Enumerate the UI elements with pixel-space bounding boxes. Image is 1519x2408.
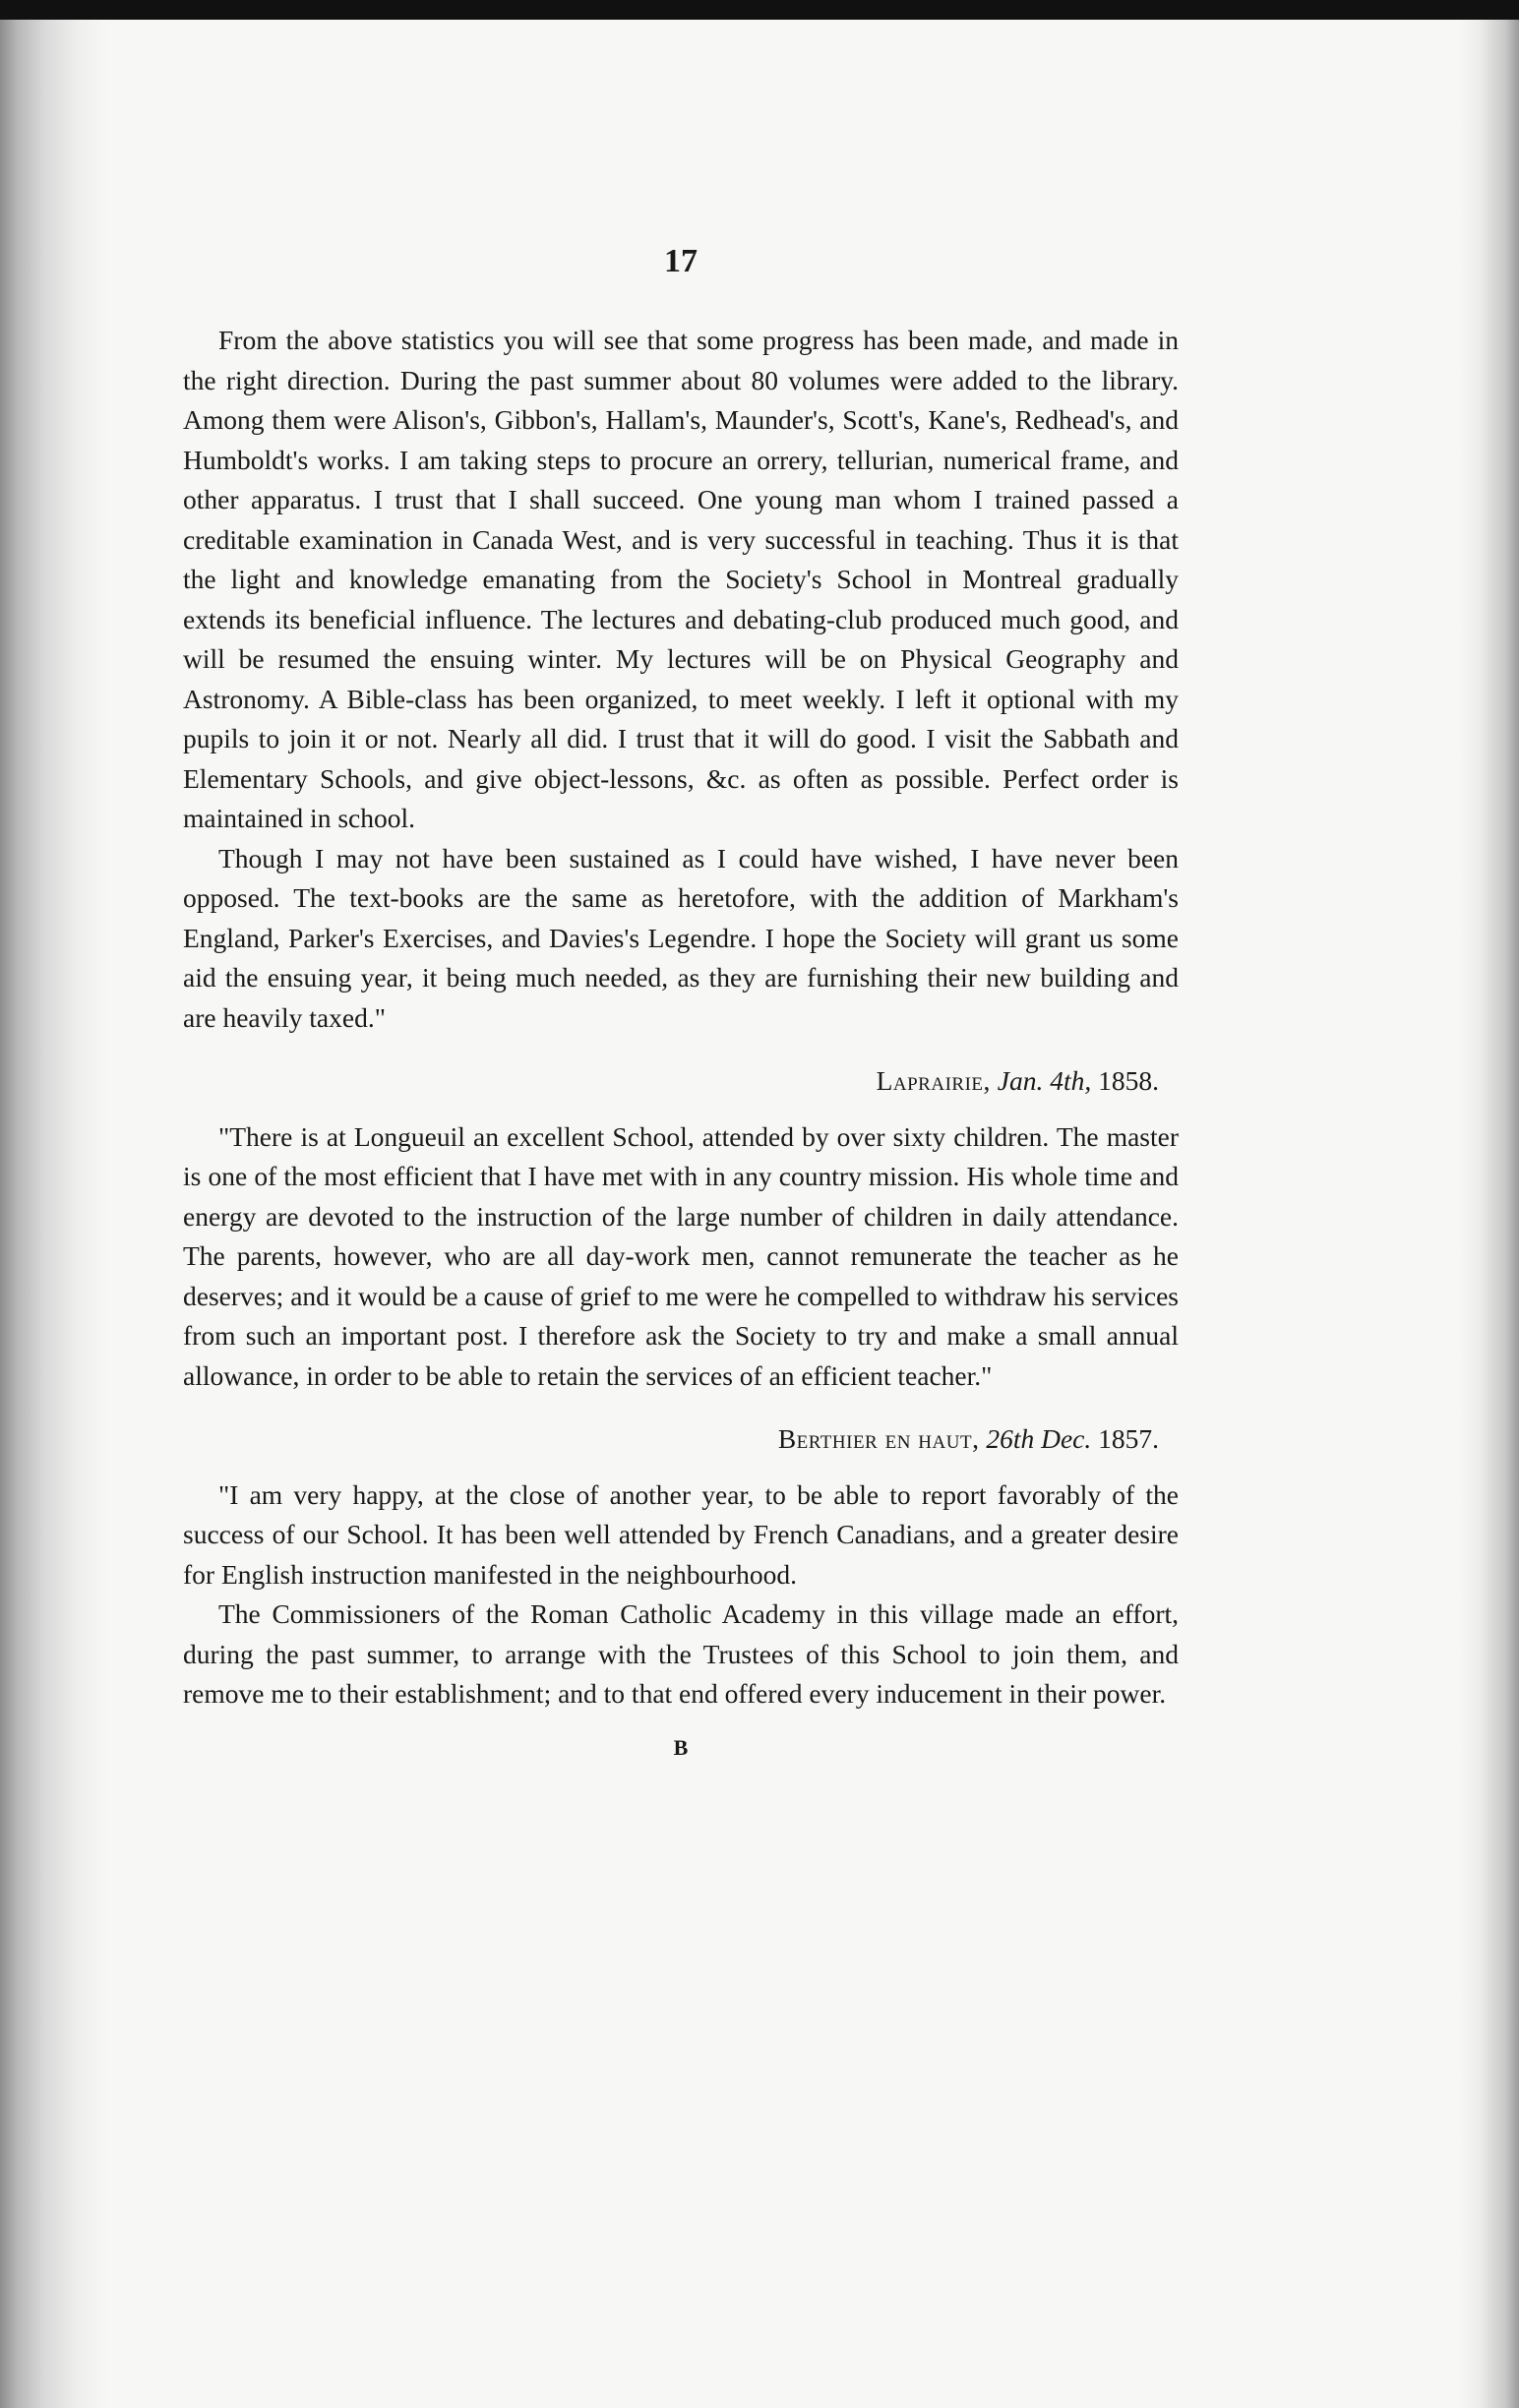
dateline-year: 1858.: [1098, 1065, 1159, 1096]
dateline-place: Laprairie,: [876, 1065, 991, 1096]
dateline-date: 26th Dec.: [986, 1423, 1092, 1454]
page-number: 17: [664, 243, 698, 279]
dateline-place: Berthier en haut,: [777, 1423, 980, 1454]
scan-right-page-edge: [1460, 20, 1519, 2408]
paragraph-library-report: From the above statistics you will see that some progress has been made, and made in the right direction. During the past summer about 80 volumes were added to the library. Among them were Alison's, Gibbon's, Hallam's, Maunder's, Scott's, Kane's, Redhead's, and Humboldt's works. I am taking steps to procure an orrery, tellurian, numerical frame, and other apparatus. I trust that I shall succeed. One young man whom I trained passed a creditable examination in Canada West, and is very successful in teaching. Thus it is that the light and knowledge emanating from the Society's School in Montreal gradually extends its beneficial influence. The lectures and debating-club produced much good, and will be resumed the ensuing winter. My lectures will be on Physical Geography and Astronomy. A Bible-class has been organized, to meet weekly. I left it optional with my pupils to join it or not. Nearly all did. I trust that it will do good. I visit the Sabbath and Elementary Schools, and give object-lessons, &c. as often as possible. Perfect order is maintained in school.: [183, 325, 1179, 833]
scan-top-border: [0, 0, 1519, 20]
dateline-year: 1857.: [1098, 1423, 1159, 1454]
dateline-date: Jan. 4th,: [997, 1065, 1092, 1096]
paragraph-commissioners: The Commissioners of the Roman Catholic Academy in this village made an effort, during the past summer, to arrange with the Trustees of this School to join them, and remove me to their establishment; and to that end offered every inducement in their power.: [183, 1598, 1179, 1709]
scan-left-page-edge: [0, 20, 108, 2408]
signature-mark: B: [673, 1734, 689, 1760]
paragraph-longueuil: "There is at Longueuil an excellent School, attended by over sixty children. The master is one of the most efficient that I have met with in any country mission. His whole time and energy are devoted to the instruction of the large number of children in daily attendance. The parents, however, who are all day-work men, cannot remunerate the teacher as he deserves; and it would be a cause of grief to me were he compelled to withdraw his services from such an important post. I therefore ask the Society to try and make a small annual allowance, in order to be able to retain the services of an efficient teacher.": [183, 1120, 1179, 1391]
paragraph-textbooks: Though I may not have been sustained as I could have wished, I have never been opposed. The text-books are the same as heretofore, with the addition of Markham's England, Parker's Exercises, and Davies's Legendre. I hope the Society will grant us some aid the ensuing year, it being much needed, as they are furnishing their new building and are heavily taxed.": [183, 842, 1179, 1033]
dateline-berthier: [183, 1419, 1159, 1460]
dateline-laprairie: [183, 1061, 1159, 1102]
document-page: [183, 242, 1179, 1768]
paragraph-berthier-report: "I am very happy, at the close of another year, to be able to report favorably of the success of our School. It has been well attended by French Canadians, and a greater desire for English instruction manifested in the neighbourhood.: [183, 1478, 1179, 1590]
